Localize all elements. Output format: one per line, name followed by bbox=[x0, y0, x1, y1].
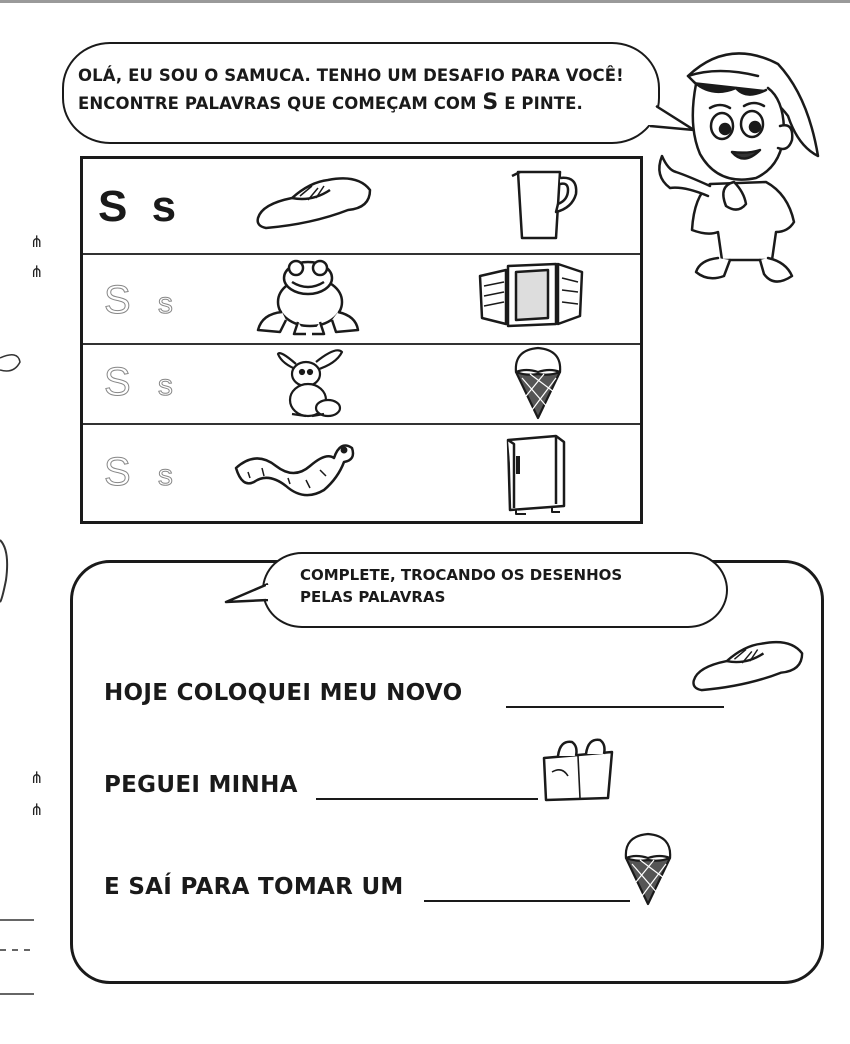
shoe-icon bbox=[688, 632, 806, 696]
window-icon bbox=[476, 258, 586, 332]
jug-icon bbox=[506, 164, 582, 244]
rabbit-icon bbox=[276, 344, 348, 420]
sentence-text: E SAÍ PARA TOMAR UM bbox=[104, 874, 404, 900]
bubble-line-1: OLÁ, EU SOU O SAMUCA. TENHO UM DESAFIO PARA VOCÊ! bbox=[78, 66, 624, 85]
row-divider bbox=[83, 423, 640, 425]
bubble-line-2: PELAS PALAVRAS bbox=[300, 588, 446, 606]
margin-mark: ⋔ bbox=[30, 262, 44, 281]
ice-cream-icon bbox=[510, 342, 566, 422]
margin-mark: ⋔ bbox=[30, 800, 44, 819]
bubble-text bbox=[78, 62, 658, 117]
trace-letters: S s bbox=[104, 278, 181, 322]
bubble-text bbox=[300, 564, 720, 608]
trace-letters: S s bbox=[104, 450, 181, 494]
bubble-line-2: ENCONTRE PALAVRAS QUE COMEÇAM COM S E PINTE. bbox=[78, 90, 583, 115]
samuca-character-icon bbox=[648, 36, 828, 286]
snake-icon bbox=[232, 432, 356, 502]
margin-mark: ⋔ bbox=[30, 768, 44, 787]
bag-icon bbox=[538, 736, 618, 802]
answer-blank[interactable] bbox=[506, 704, 724, 708]
margin-scribbles bbox=[0, 340, 30, 640]
trace-letters: S s bbox=[104, 360, 181, 404]
answer-blank[interactable] bbox=[424, 898, 630, 902]
refrigerator-icon bbox=[500, 430, 572, 516]
ice-cream-icon bbox=[620, 828, 676, 908]
margin-lines bbox=[0, 910, 40, 1000]
shoe-icon bbox=[252, 168, 374, 234]
row-divider bbox=[83, 253, 640, 255]
bubble-tail bbox=[222, 580, 274, 610]
frog-icon bbox=[252, 256, 362, 338]
answer-blank[interactable] bbox=[316, 796, 538, 800]
letter-header: S s bbox=[98, 182, 183, 231]
sentence-text: HOJE COLOQUEI MEU NOVO bbox=[104, 680, 463, 706]
sentence-text: PEGUEI MINHA bbox=[104, 772, 298, 798]
bubble-line-1: COMPLETE, TROCANDO OS DESENHOS bbox=[300, 566, 623, 584]
top-rule bbox=[0, 0, 850, 3]
margin-mark: ⋔ bbox=[30, 232, 44, 251]
